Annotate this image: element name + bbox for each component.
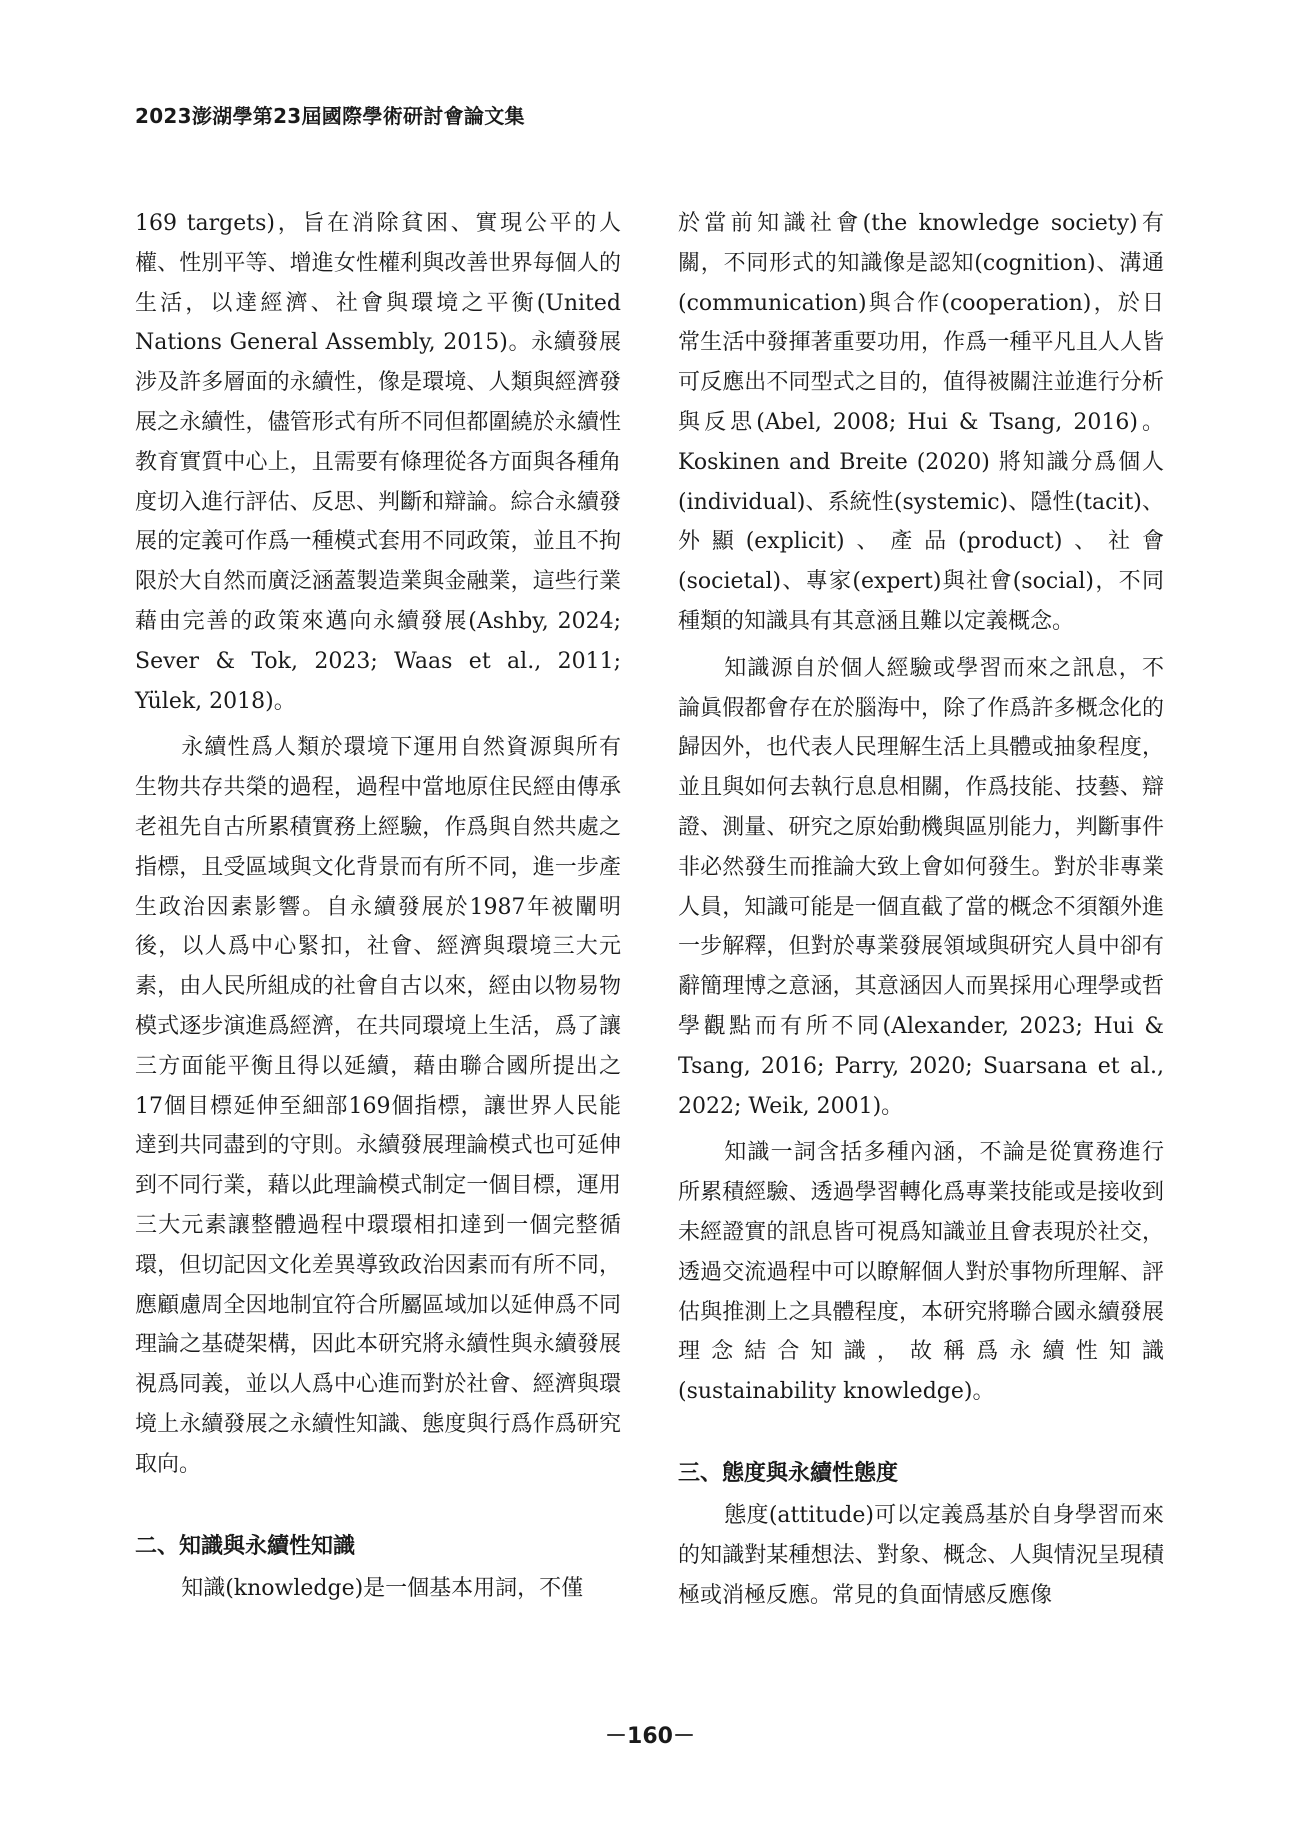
right-paragraph-attitude-intro: 態度(attitude)可以定義爲基於自身學習而來的知識對某種想法、對象、概念、人與情況呈現積極或消極反應。常見的負面情感反應像 [678,1502,1164,1608]
right-paragraph-knowledge-source: 知識源自於個人經驗或學習而來之訊息，不論眞假都會存在於腦海中，除了作爲許多概念化的歸因外，也代表人民理解生活上具體或抽象程度，並且與如何去執行息息相關，作爲技能、技藝、辯證、測量、研究之原始動機與區別能力，判斷事件非必然發生而推論大致上會如何發生。對於非專業人員，知識可能是一個直截了當的概念不須額外進一步解釋，但對於專業發展領域與研究人員中卻有辭簡理博之意涵，其意涵因人而異採用心理學或哲學觀點而有所不同(Alexander, 2023; Hui & Tsang, 2016; Parry, 2020; Suarsana et al., 2022; Weik, 2001)。 [678,655,1164,1119]
right-paragraph-knowledge-society: 於當前知識社會(the knowledge society)有關，不同形式的知識像是認知(cognition)、溝通(communication)與合作(cooperation)，於日常生活中發揮著重要功用，作爲一種平凡且人人皆可反應出不同型式之目的，值得被關注並進行分析與反思(Abel, 2008; Hui & Tsang, 2016)。Koskinen and Breite (2020) 將知識分爲個人(individual)、系統性(systemic)、隱性(tacit)、外顯(explicit)、產品(product)、社會(societal)、專家(expert)與社會(social)，不同種類的知識具有其意涵且難以定義概念。 [678,211,1164,634]
page-number: －160－ [605,1724,695,1749]
right-paragraph-sustainability-knowledge: 知識一詞含括多種內涵，不論是從實務進行所累積經驗、透過學習轉化爲專業技能或是接收到未經證實的訊息皆可視爲知識並且會表現於社交，透過交流過程中可以瞭解個人對於事物所理解、評估與推測上之具體程度，本研究將聯合國永續發展理念結合知識，故稱爲永續性知識(sustainability knowledge)。 [678,1140,1164,1405]
left-column [135,204,621,1608]
left-paragraph-sustainability: 永續性爲人類於環境下運用自然資源與所有生物共存共榮的過程，過程中當地原住民經由傳承老祖先自古所累積實務上經驗，作爲與自然共處之指標，且受區域與文化背景而有所不同，進一步產生政治因素影響。自永續發展於1987年被闡明後，以人爲中心緊扣，社會、經濟與環境三大元素，由人民所組成的社會自古以來，經由以物易物模式逐步演進爲經濟，在共同環境上生活，爲了讓三方面能平衡且得以延續，藉由聯合國所提出之17個目標延伸至細部169個指標，讓世界人民能達到共同盡到的守則。永續發展理論模式也可延伸到不同行業，藉以此理論模式制定一個目標，運用三大元素讓整體過程中環環相扣達到一個完整循環，但切記因文化差異導致政治因素而有所不同，應顧慮周全因地制宜符合所屬區域加以延伸爲不同理論之基礎架構，因此本研究將永續性與永續發展視爲同義，並以人爲中心進而對於社會、經濟與環境上永續發展之永續性知識、態度與行爲作爲研究取向。 [135,735,621,1477]
section-heading-knowledge: 二、知識與永續性知識 [135,1533,356,1559]
section-heading-attitude: 三、態度與永續性態度 [678,1460,899,1486]
running-header: 2023澎湖學第23屆國際學術研討會論文集 [135,104,525,128]
right-column [678,204,1164,1615]
left-paragraph-sdg-definition: 169 targets)，旨在消除貧困、實現公平的人權、性別平等、增進女性權利與改善世界每個人的生活，以達經濟、社會與環境之平衡(United Nations General Assembly, 2015)。永續發展涉及許多層面的永續性，像是環境、人類與經濟發展之永續性，儘管形式有所不同但都圍繞於永續性教育實質中心上，且需要有條理從各方面與各種角度切入進行評估、反思、判斷和辯論。綜合永續發展的定義可作爲一種模式套用不同政策，並且不拘限於大自然而廣泛涵蓋製造業與金融業，這些行業藉由完善的政策來邁向永續發展(Ashby, 2024; Sever & Tok, 2023; Waas et al., 2011; Yülek, 2018)。 [135,211,621,714]
left-paragraph-knowledge-intro: 知識(knowledge)是一個基本用詞，不僅 [181,1575,584,1601]
